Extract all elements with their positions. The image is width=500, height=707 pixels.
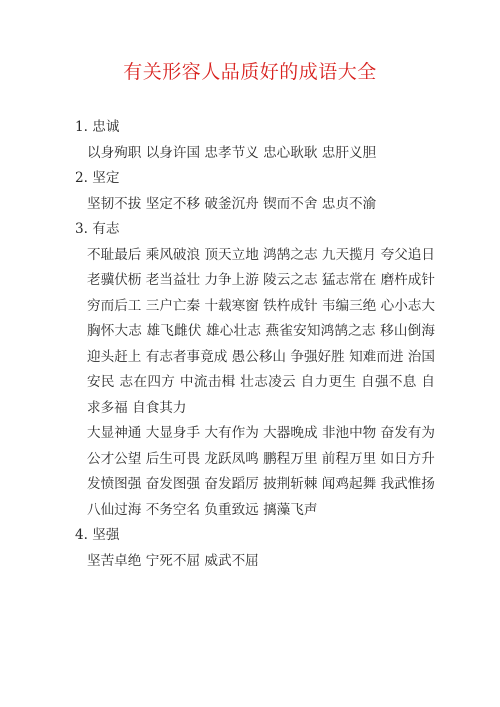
section-heading: 2. 坚定 [75,170,120,186]
idiom-paragraph: 大显神通 大显身手 大有作为 大器晚成 非池中物 奋发有为 公才公望 后生可畏 龙跃凤鸣 鹏程万里 前程万里 如日方升 [87,425,435,467]
idiom-paragraph: 不耻最后 乘风破浪 顶天立地 鸿鹄之志 九天揽月 夸父追日 老骥伏枥 老当益壮 力争上游 陵云之志 猛志常在 磨杵成针 穷而后工 三户亡秦 十载寒窗 铁杵成针 韦编三绝 心小志大 胸怀大志 雄飞雌伏 雄心壮志 燕雀安知鸿鹄之志 移山倒海 迎头赶上 有志者事竟成 愚公移山 争强好胜 知难而进 治国安民 志在四方 中流击楫 壮志凌云 自力更生 自强不息 自求多福 自食其力 [87,246,435,416]
section-loyalty [75,115,435,166]
section-heading: 4. 坚强 [75,527,120,543]
section-heading: 3. 有志 [75,221,120,237]
idiom-paragraph: 以身殉职 以身许国 忠孝节义 忠心耿耿 忠肝义胆 [87,144,377,161]
section-heading: 1. 忠诚 [75,119,120,135]
document-body [75,115,435,574]
section-firmness [75,166,435,217]
idiom-paragraph: 八仙过海 不务空名 负重致远 摛藻飞声 [87,501,318,518]
idiom-paragraph: 坚苦卓绝 宁死不屈 威武不屈 [87,552,259,569]
section-strength [75,523,435,574]
section-ambition [75,217,435,523]
idiom-paragraph: 发愤图强 奋发图强 奋发蹈厉 披荆斩棘 闻鸡起舞 我武惟扬 [87,476,435,492]
document-title: 有关形容人品质好的成语大全 [123,61,377,83]
idiom-paragraph: 坚韧不拔 坚定不移 破釜沉舟 锲而不舍 忠贞不渝 [87,195,377,212]
